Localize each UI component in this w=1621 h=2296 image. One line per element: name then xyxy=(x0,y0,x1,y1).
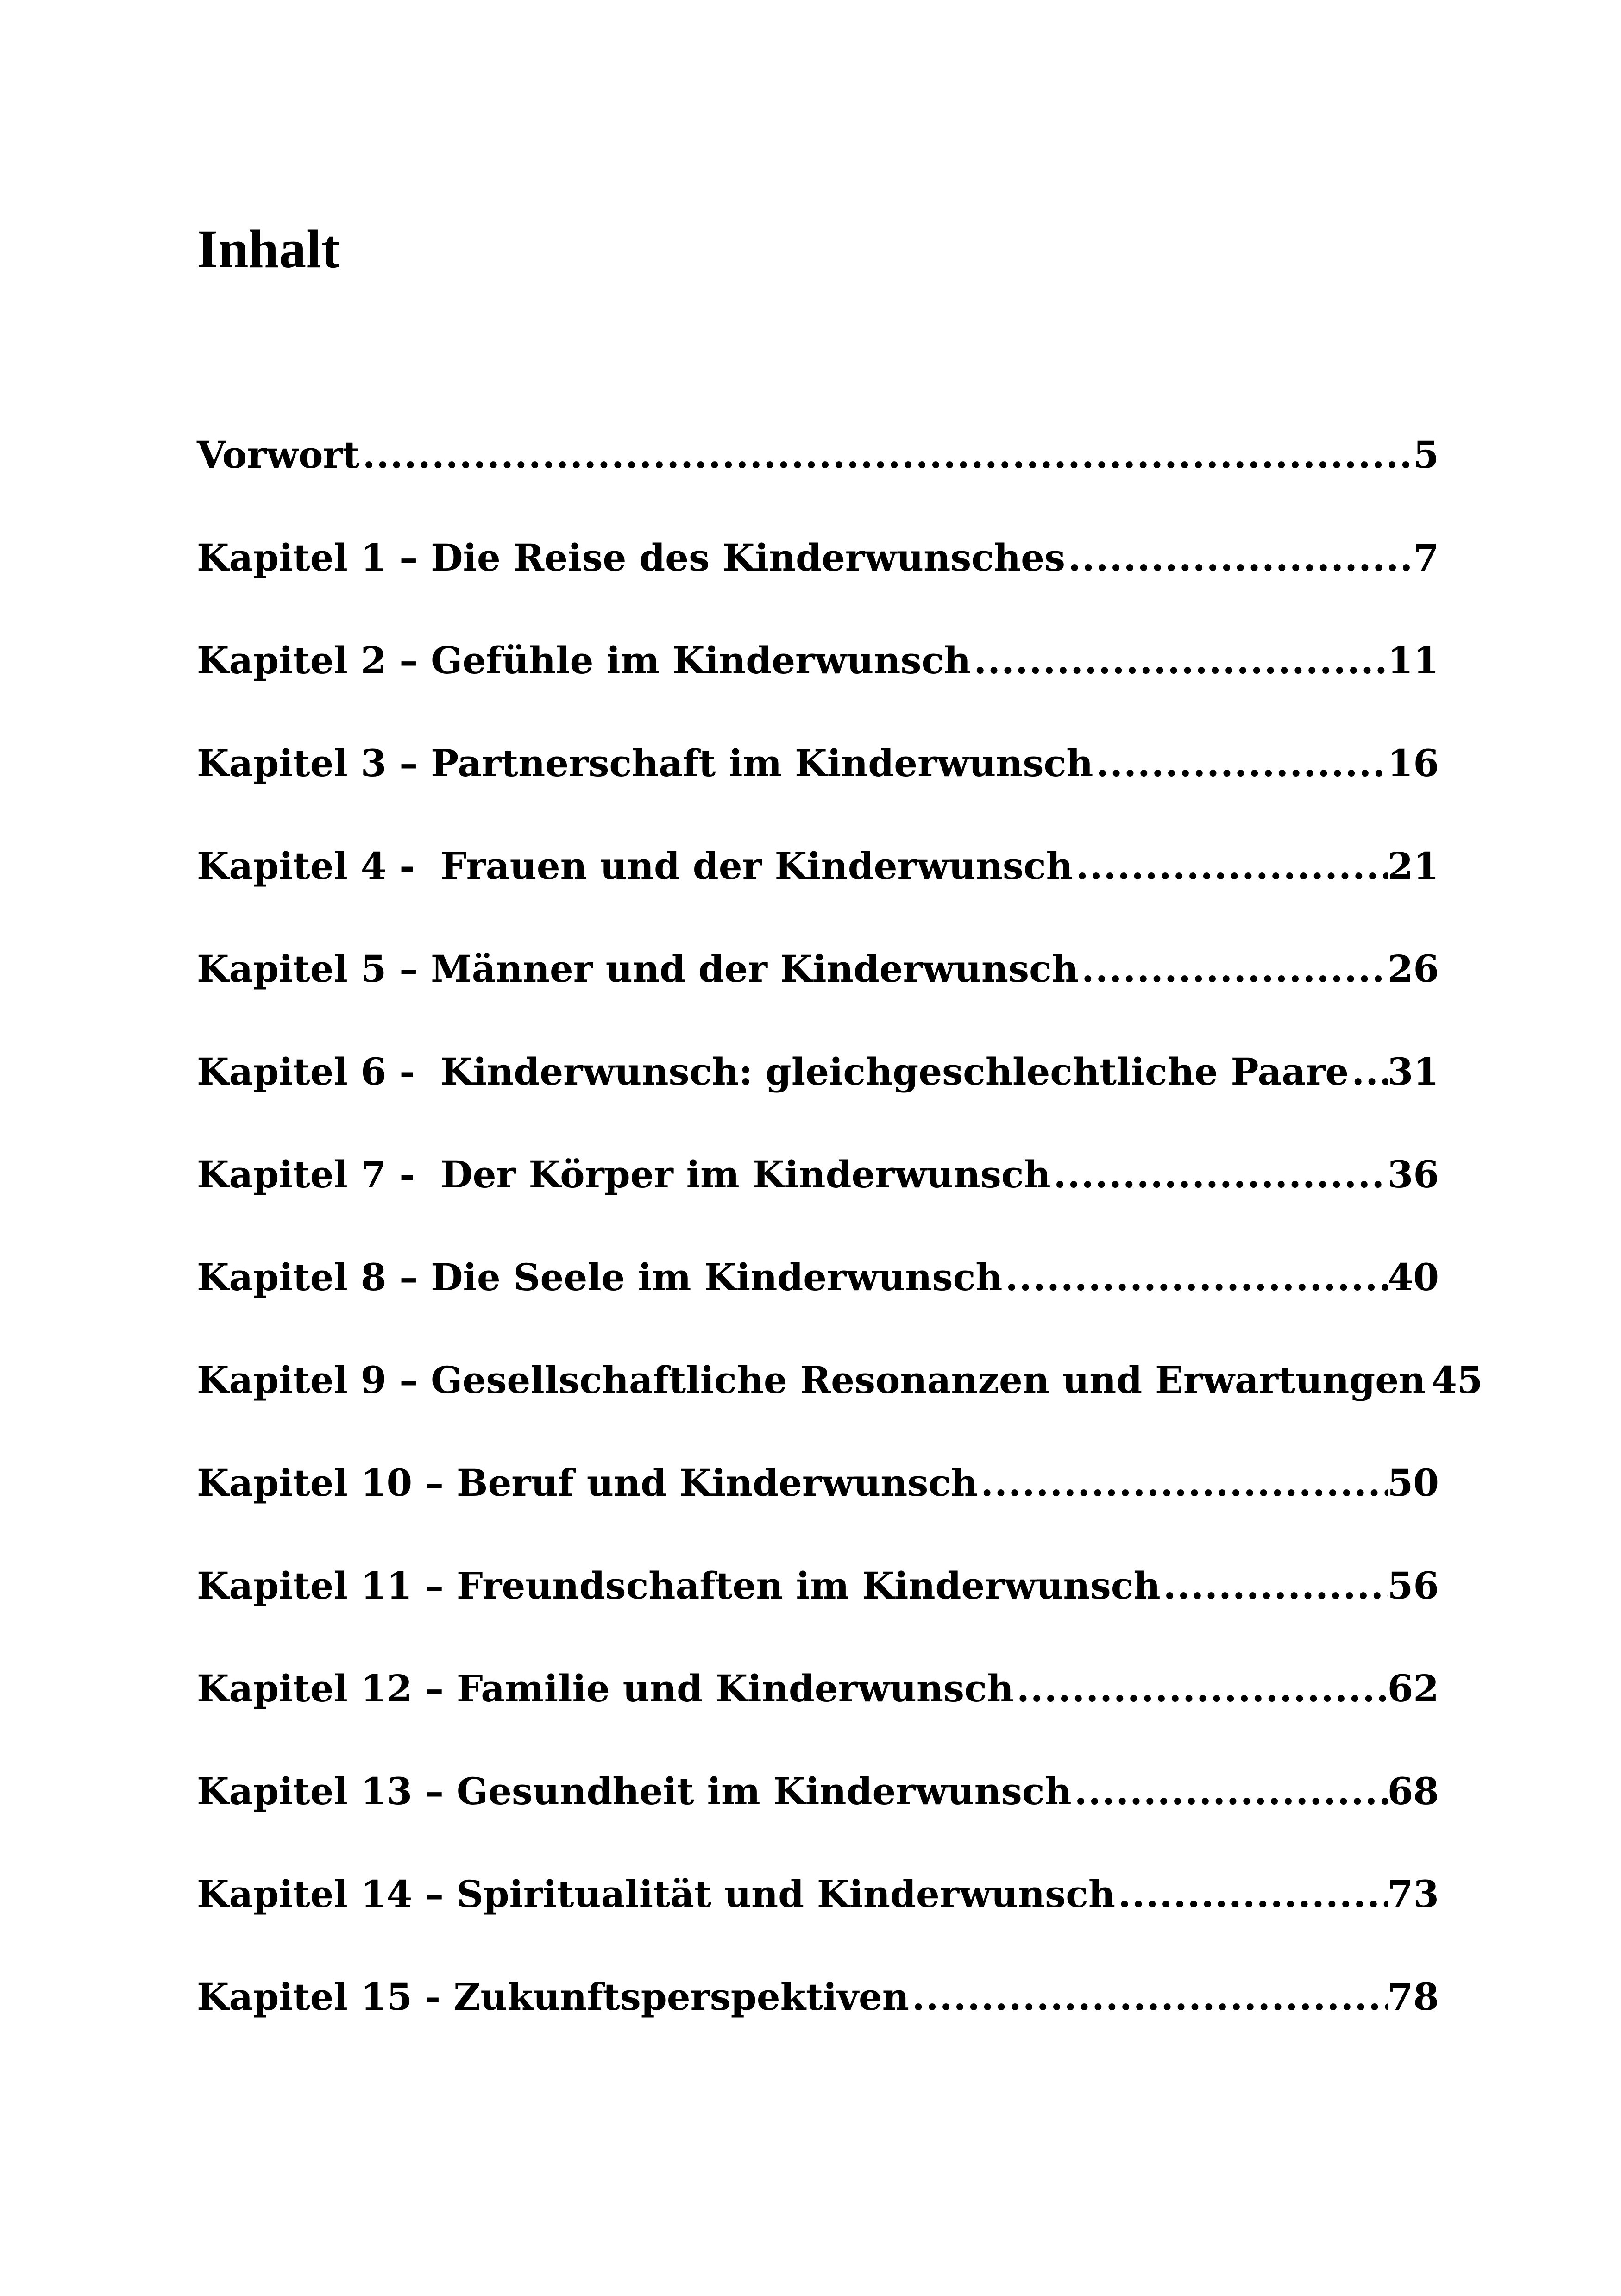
toc-entry-kapitel-11[interactable] xyxy=(197,1511,1439,1613)
toc-entry-page: 21 xyxy=(1387,844,1439,888)
toc-entry-title: Kapitel 14 – Spiritualität und Kinderwunsch xyxy=(197,1872,1116,1916)
toc-entry-page: 5 xyxy=(1413,433,1439,477)
dot-leader xyxy=(1079,941,1388,997)
toc-entry-page: 11 xyxy=(1387,639,1439,682)
dot-leader xyxy=(1093,735,1387,791)
toc-entry-kapitel-1[interactable] xyxy=(197,483,1439,585)
toc-entry-page: 26 xyxy=(1387,947,1439,991)
toc-entry-page: 56 xyxy=(1387,1564,1439,1607)
toc-entry-title: Kapitel 4 - Frauen und der Kinderwunsch xyxy=(197,844,1073,888)
toc-entry-page: 78 xyxy=(1387,1975,1439,2019)
toc-entry-page: 36 xyxy=(1387,1153,1439,1196)
toc-entry-kapitel-13[interactable] xyxy=(197,1716,1439,1819)
table-of-contents xyxy=(197,380,1483,2025)
dot-leader xyxy=(909,1969,1388,2025)
toc-entry-title: Kapitel 9 – Gesellschaftliche Resonanzen und Erwartungen xyxy=(197,1358,1426,1402)
dot-leader xyxy=(971,633,1387,688)
dot-leader xyxy=(1349,1044,1387,1099)
dot-leader xyxy=(1002,1249,1387,1305)
dot-leader xyxy=(978,1455,1387,1511)
toc-entry-kapitel-4[interactable] xyxy=(197,791,1439,894)
toc-entry-kapitel-5[interactable] xyxy=(197,894,1439,997)
toc-entry-kapitel-15[interactable] xyxy=(197,1922,1439,2025)
dot-leader xyxy=(1014,1661,1388,1716)
toc-entry-kapitel-3[interactable] xyxy=(197,688,1439,791)
toc-entry-kapitel-7[interactable] xyxy=(197,1099,1439,1202)
dot-leader xyxy=(1051,1147,1388,1202)
toc-entry-page: 73 xyxy=(1387,1872,1439,1916)
toc-entry-page: 45 xyxy=(1431,1358,1483,1402)
toc-entry-title: Kapitel 1 – Die Reise des Kinderwunsches xyxy=(197,536,1066,579)
toc-entry-page: 31 xyxy=(1387,1050,1439,1093)
toc-entry-kapitel-9[interactable] xyxy=(197,1305,1483,1408)
toc-entry-kapitel-6[interactable] xyxy=(197,997,1439,1099)
toc-entry-title: Kapitel 5 – Männer und der Kinderwunsch xyxy=(197,947,1079,991)
toc-entry-kapitel-10[interactable] xyxy=(197,1408,1439,1511)
dot-leader xyxy=(1073,838,1388,894)
toc-entry-page: 40 xyxy=(1387,1255,1439,1299)
toc-entry-title: Kapitel 3 – Partnerschaft im Kinderwunsch xyxy=(197,741,1093,785)
toc-entry-title: Kapitel 15 - Zukunftsperspektiven xyxy=(197,1975,909,2019)
toc-entry-page: 16 xyxy=(1387,741,1439,785)
toc-entry-kapitel-2[interactable] xyxy=(197,585,1439,688)
toc-entry-page: 62 xyxy=(1387,1667,1439,1710)
dot-leader xyxy=(1161,1558,1388,1613)
toc-entry-kapitel-12[interactable] xyxy=(197,1613,1439,1716)
toc-entry-kapitel-14[interactable] xyxy=(197,1819,1439,1922)
toc-heading: Inhalt xyxy=(197,219,340,279)
toc-entry-page: 7 xyxy=(1413,536,1439,579)
toc-entry-title: Kapitel 7 - Der Körper im Kinderwunsch xyxy=(197,1153,1051,1196)
dot-leader xyxy=(1426,1352,1431,1408)
toc-entry-page: 50 xyxy=(1387,1461,1439,1505)
toc-entry-kapitel-8[interactable] xyxy=(197,1202,1439,1305)
toc-entry-page: 68 xyxy=(1387,1769,1439,1813)
dot-leader xyxy=(360,427,1414,483)
toc-entry-title: Kapitel 2 – Gefühle im Kinderwunsch xyxy=(197,639,971,682)
toc-entry-title: Vorwort xyxy=(197,433,360,477)
toc-entry-title: Kapitel 10 – Beruf und Kinderwunsch xyxy=(197,1461,978,1505)
toc-entry-title: Kapitel 8 – Die Seele im Kinderwunsch xyxy=(197,1255,1003,1299)
dot-leader xyxy=(1072,1763,1388,1819)
toc-entry-vorwort[interactable] xyxy=(197,380,1439,483)
dot-leader xyxy=(1115,1866,1388,1922)
toc-entry-title: Kapitel 13 – Gesundheit im Kinderwunsch xyxy=(197,1769,1072,1813)
toc-entry-title: Kapitel 12 – Familie und Kinderwunsch xyxy=(197,1667,1014,1710)
toc-entry-title: Kapitel 11 – Freundschaften im Kinderwunsch xyxy=(197,1564,1161,1607)
dot-leader xyxy=(1065,530,1413,585)
toc-entry-title: Kapitel 6 - Kinderwunsch: gleichgeschlechtliche Paare xyxy=(197,1050,1349,1093)
